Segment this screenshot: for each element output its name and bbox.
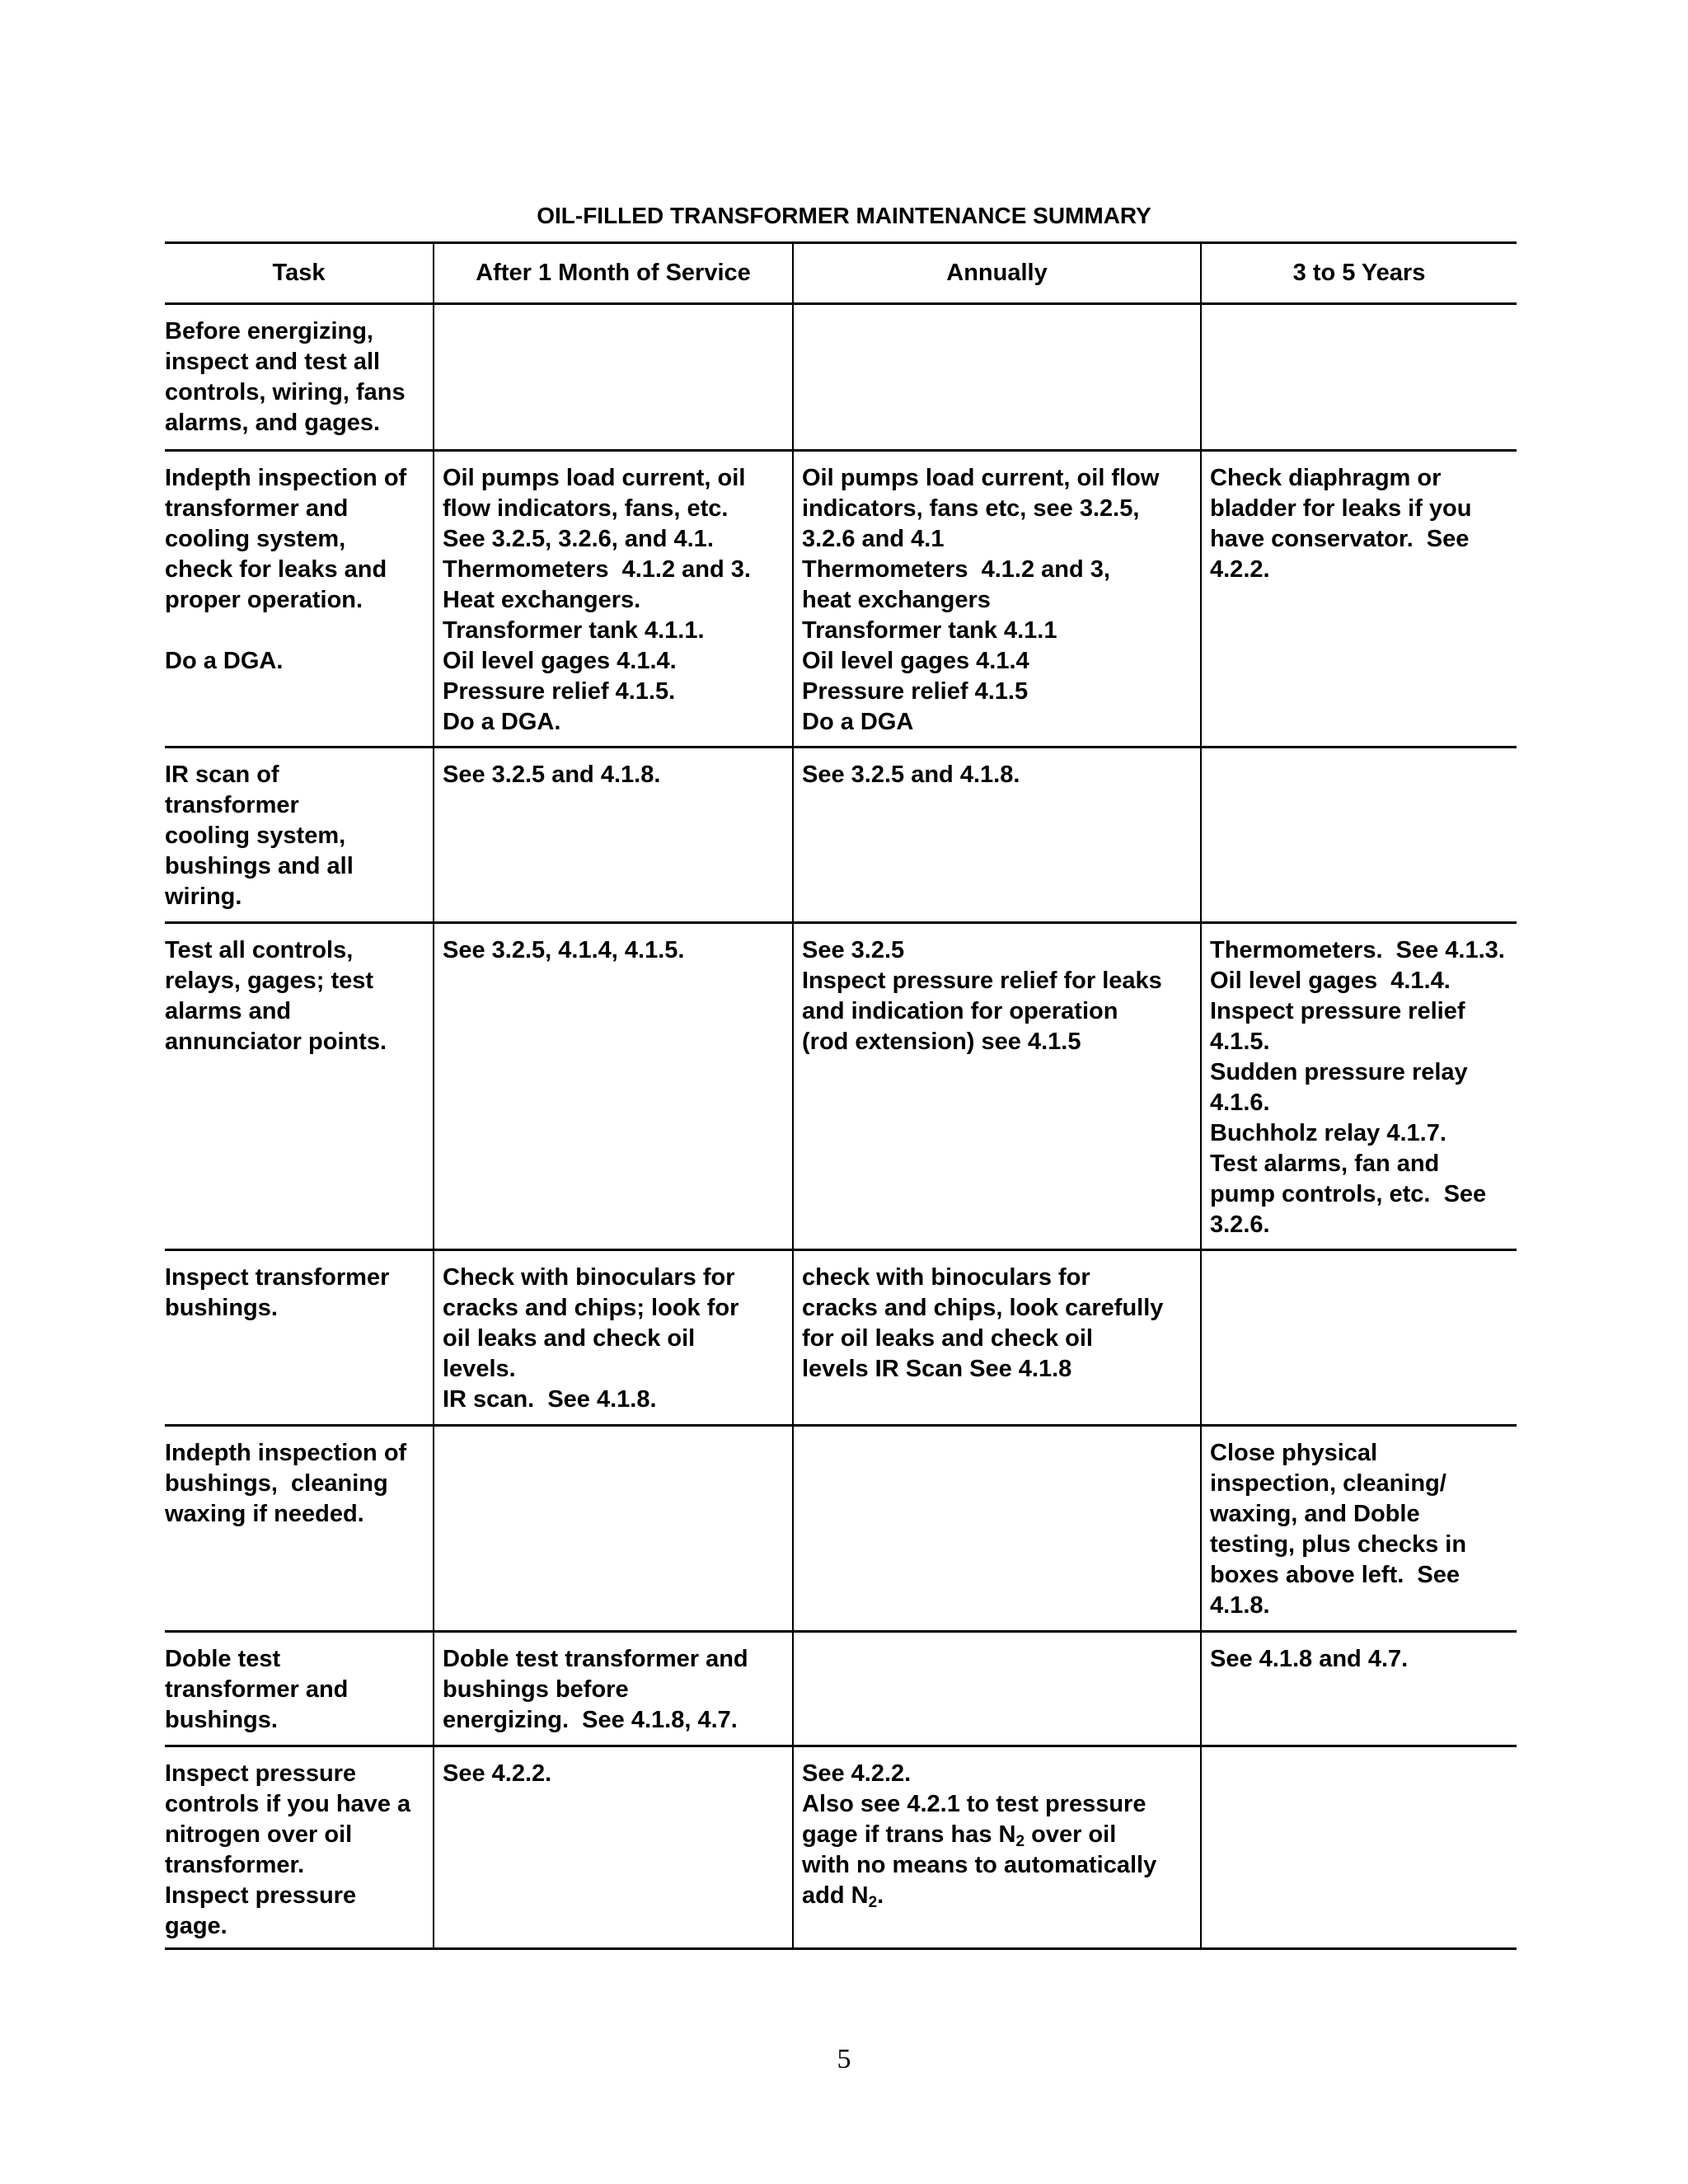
cell-line: Oil pumps load current, oil flow (802, 465, 1160, 491)
cell-line: 3.2.6 and 4.1 (802, 526, 945, 552)
cell-line: Do a DGA. (443, 709, 561, 735)
annually-cell (793, 1250, 1201, 1426)
three-to-five-years-cell (1201, 451, 1517, 748)
cell-line: testing, plus checks in (1210, 1531, 1467, 1558)
table-row (165, 451, 1517, 748)
column-header-3-to-5-years: 3 to 5 Years (1201, 243, 1517, 304)
cell-line: Close physical (1210, 1440, 1378, 1466)
annually-cell (793, 1746, 1201, 1949)
annually-cell (793, 451, 1201, 748)
table-row (165, 1426, 1517, 1632)
column-header-after-1-month: After 1 Month of Service (434, 243, 793, 304)
cell-line: Indepth inspection of (165, 465, 407, 491)
annually-cell (793, 304, 1201, 451)
cell-line: Oil pumps load current, oil (443, 465, 746, 491)
cell-line: Heat exchangers. (443, 587, 641, 613)
cell-line: bushings. (165, 1707, 278, 1733)
cell-line: indicators, fans etc, see 3.2.5, (802, 495, 1140, 522)
cell-line: energizing. See 4.1.8, 4.7. (443, 1707, 738, 1733)
after-1-month-cell (434, 1250, 793, 1426)
cell-line: flow indicators, fans, etc. (443, 495, 729, 522)
cell-line: transformer and (165, 1676, 349, 1703)
page-title: OIL-FILLED TRANSFORMER MAINTENANCE SUMMARY (537, 203, 1151, 228)
cell-line: inspection, cleaning/ (1210, 1470, 1447, 1497)
cell-line: levels. (443, 1356, 516, 1382)
after-1-month-cell (434, 923, 793, 1250)
cell-line: waxing, and Doble (1210, 1501, 1420, 1527)
column-header-annually: Annually (793, 243, 1201, 304)
page-number: 5 (837, 2044, 851, 2074)
task-cell (165, 923, 434, 1250)
task-cell (165, 1426, 434, 1632)
cell-line: Pressure relief 4.1.5 (802, 678, 1029, 705)
cell-line: heat exchangers (802, 587, 991, 613)
cell-line: Do a DGA. (165, 648, 284, 674)
cell-line: bushings and all (165, 853, 354, 879)
cell-line: alarms, and gages. (165, 410, 381, 436)
task-cell (165, 304, 434, 451)
cell-line: cracks and chips; look for (443, 1295, 739, 1321)
annually-cell (793, 923, 1201, 1250)
cell-line: Transformer tank 4.1.1. (443, 617, 705, 644)
three-to-five-years-cell (1201, 1632, 1517, 1746)
table-row (165, 1746, 1517, 1949)
cell-line: Check with binoculars for (443, 1264, 735, 1291)
text-run: gage if trans has N (802, 1821, 1016, 1848)
cell-line: Thermometers 4.1.2 and 3. (443, 556, 751, 583)
text-run: add N (802, 1882, 869, 1909)
cell-line: and indication for operation (802, 998, 1118, 1024)
table-row (165, 748, 1517, 923)
cell-line: for oil leaks and check oil (802, 1325, 1093, 1352)
cell-line: transformer and (165, 495, 349, 522)
cell-line: Doble test (165, 1646, 281, 1672)
cell-line: 4.1.8. (1210, 1592, 1270, 1619)
annually-cell (793, 1426, 1201, 1632)
cell-line: Check diaphragm or (1210, 465, 1442, 491)
cell-line: cooling system, (165, 526, 346, 552)
cell-line (802, 1820, 1195, 1850)
cell-line: inspect and test all (165, 349, 381, 375)
after-1-month-cell (434, 1746, 793, 1949)
cell-line: annunciator points. (165, 1029, 387, 1055)
cell-line: 4.2.2. (1210, 556, 1270, 583)
cell-line: 4.1.5. (1210, 1029, 1270, 1055)
cell-line: Before energizing, (165, 318, 373, 344)
cell-line: IR scan. See 4.1.8. (443, 1386, 657, 1413)
table-header-row (165, 243, 1517, 304)
cell-spacer (165, 616, 428, 646)
three-to-five-years-cell (1201, 748, 1517, 923)
three-to-five-years-cell (1201, 1426, 1517, 1632)
after-1-month-cell (434, 451, 793, 748)
cell-line: levels IR Scan See 4.1.8 (802, 1356, 1072, 1382)
cell-line: controls, wiring, fans (165, 379, 406, 405)
cell-line: See 4.2.2. (443, 1760, 552, 1787)
cell-line: alarms and (165, 998, 292, 1024)
cell-line: Thermometers. See 4.1.3. (1210, 937, 1505, 963)
cell-line: Also see 4.2.1 to test pressure (802, 1791, 1146, 1817)
after-1-month-cell (434, 1632, 793, 1746)
cell-line: Inspect pressure (165, 1760, 357, 1787)
cell-line: have conservator. See (1210, 526, 1470, 552)
three-to-five-years-cell (1201, 1250, 1517, 1426)
cell-line: See 3.2.5 (802, 937, 905, 963)
subscript: 2 (868, 1894, 878, 1911)
cell-line: Sudden pressure relay (1210, 1059, 1468, 1085)
column-header-task: Task (165, 243, 434, 304)
cell-line: Inspect pressure relief (1210, 998, 1465, 1024)
cell-line: relays, gages; test (165, 968, 374, 994)
cell-line: oil leaks and check oil (443, 1325, 696, 1352)
cell-line: proper operation. (165, 587, 363, 613)
cell-line: See 4.1.8 and 4.7. (1210, 1646, 1409, 1672)
cell-line: with no means to automatically (802, 1852, 1157, 1878)
table-row (165, 1632, 1517, 1746)
after-1-month-cell (434, 1426, 793, 1632)
task-cell (165, 1746, 434, 1949)
task-cell (165, 748, 434, 923)
annually-cell (793, 1632, 1201, 1746)
task-cell (165, 1632, 434, 1746)
cell-line: transformer (165, 792, 299, 818)
cell-line: Transformer tank 4.1.1 (802, 617, 1057, 644)
cell-line: Doble test transformer and (443, 1646, 748, 1672)
cell-line: Test all controls, (165, 937, 354, 963)
cell-line: 4.1.6. (1210, 1090, 1270, 1116)
three-to-five-years-cell (1201, 923, 1517, 1250)
cell-line: check with binoculars for (802, 1264, 1090, 1291)
cell-line: Inspect transformer (165, 1264, 390, 1291)
cell-line: bushings. (165, 1295, 278, 1321)
cell-line: Inspect pressure (165, 1882, 357, 1909)
maintenance-summary-table (165, 241, 1517, 1950)
cell-line: bushings, cleaning (165, 1470, 388, 1497)
cell-line: Thermometers 4.1.2 and 3, (802, 556, 1110, 583)
cell-line (802, 1881, 1195, 1911)
cell-line: See 3.2.5, 3.2.6, and 4.1. (443, 526, 714, 552)
cell-line: wiring. (165, 883, 242, 910)
cell-line: IR scan of (165, 762, 279, 788)
cell-line: cracks and chips, look carefully (802, 1295, 1164, 1321)
cell-line: boxes above left. See (1210, 1562, 1461, 1588)
cell-line: check for leaks and (165, 556, 387, 583)
task-cell (165, 451, 434, 748)
cell-line: 3.2.6. (1210, 1212, 1270, 1238)
cell-line: waxing if needed. (165, 1501, 364, 1527)
cell-line: See 4.2.2. (802, 1760, 912, 1787)
cell-line: controls if you have a (165, 1791, 411, 1817)
cell-line: bushings before (443, 1676, 629, 1703)
cell-line: nitrogen over oil (165, 1821, 353, 1848)
cell-line: Indepth inspection of (165, 1440, 407, 1466)
cell-line: See 3.2.5 and 4.1.8. (443, 762, 661, 788)
cell-line: pump controls, etc. See (1210, 1181, 1487, 1207)
cell-line: Test alarms, fan and (1210, 1151, 1440, 1177)
cell-line: Buchholz relay 4.1.7. (1210, 1120, 1447, 1146)
cell-line: Oil level gages 4.1.4. (443, 648, 677, 674)
task-cell (165, 1250, 434, 1426)
text-run: . (877, 1882, 884, 1909)
table-row (165, 923, 1517, 1250)
cell-line: Inspect pressure relief for leaks (802, 968, 1162, 994)
cell-line: cooling system, (165, 823, 346, 849)
cell-line: Pressure relief 4.1.5. (443, 678, 676, 705)
table-row (165, 304, 1517, 451)
subscript: 2 (1015, 1833, 1025, 1850)
cell-line: See 3.2.5, 4.1.4, 4.1.5. (443, 937, 685, 963)
text-run: over oil (1025, 1821, 1117, 1848)
cell-line: Oil level gages 4.1.4 (802, 648, 1029, 674)
cell-line: See 3.2.5 and 4.1.8. (802, 762, 1020, 788)
cell-line: gage. (165, 1913, 227, 1939)
table-row (165, 1250, 1517, 1426)
after-1-month-cell (434, 304, 793, 451)
cell-line: bladder for leaks if you (1210, 495, 1472, 522)
three-to-five-years-cell (1201, 304, 1517, 451)
three-to-five-years-cell (1201, 1746, 1517, 1949)
cell-line: (rod extension) see 4.1.5 (802, 1029, 1081, 1055)
cell-line: Do a DGA (802, 709, 914, 735)
cell-line: transformer. (165, 1852, 305, 1878)
after-1-month-cell (434, 748, 793, 923)
cell-line: Oil level gages 4.1.4. (1210, 968, 1451, 994)
annually-cell (793, 748, 1201, 923)
